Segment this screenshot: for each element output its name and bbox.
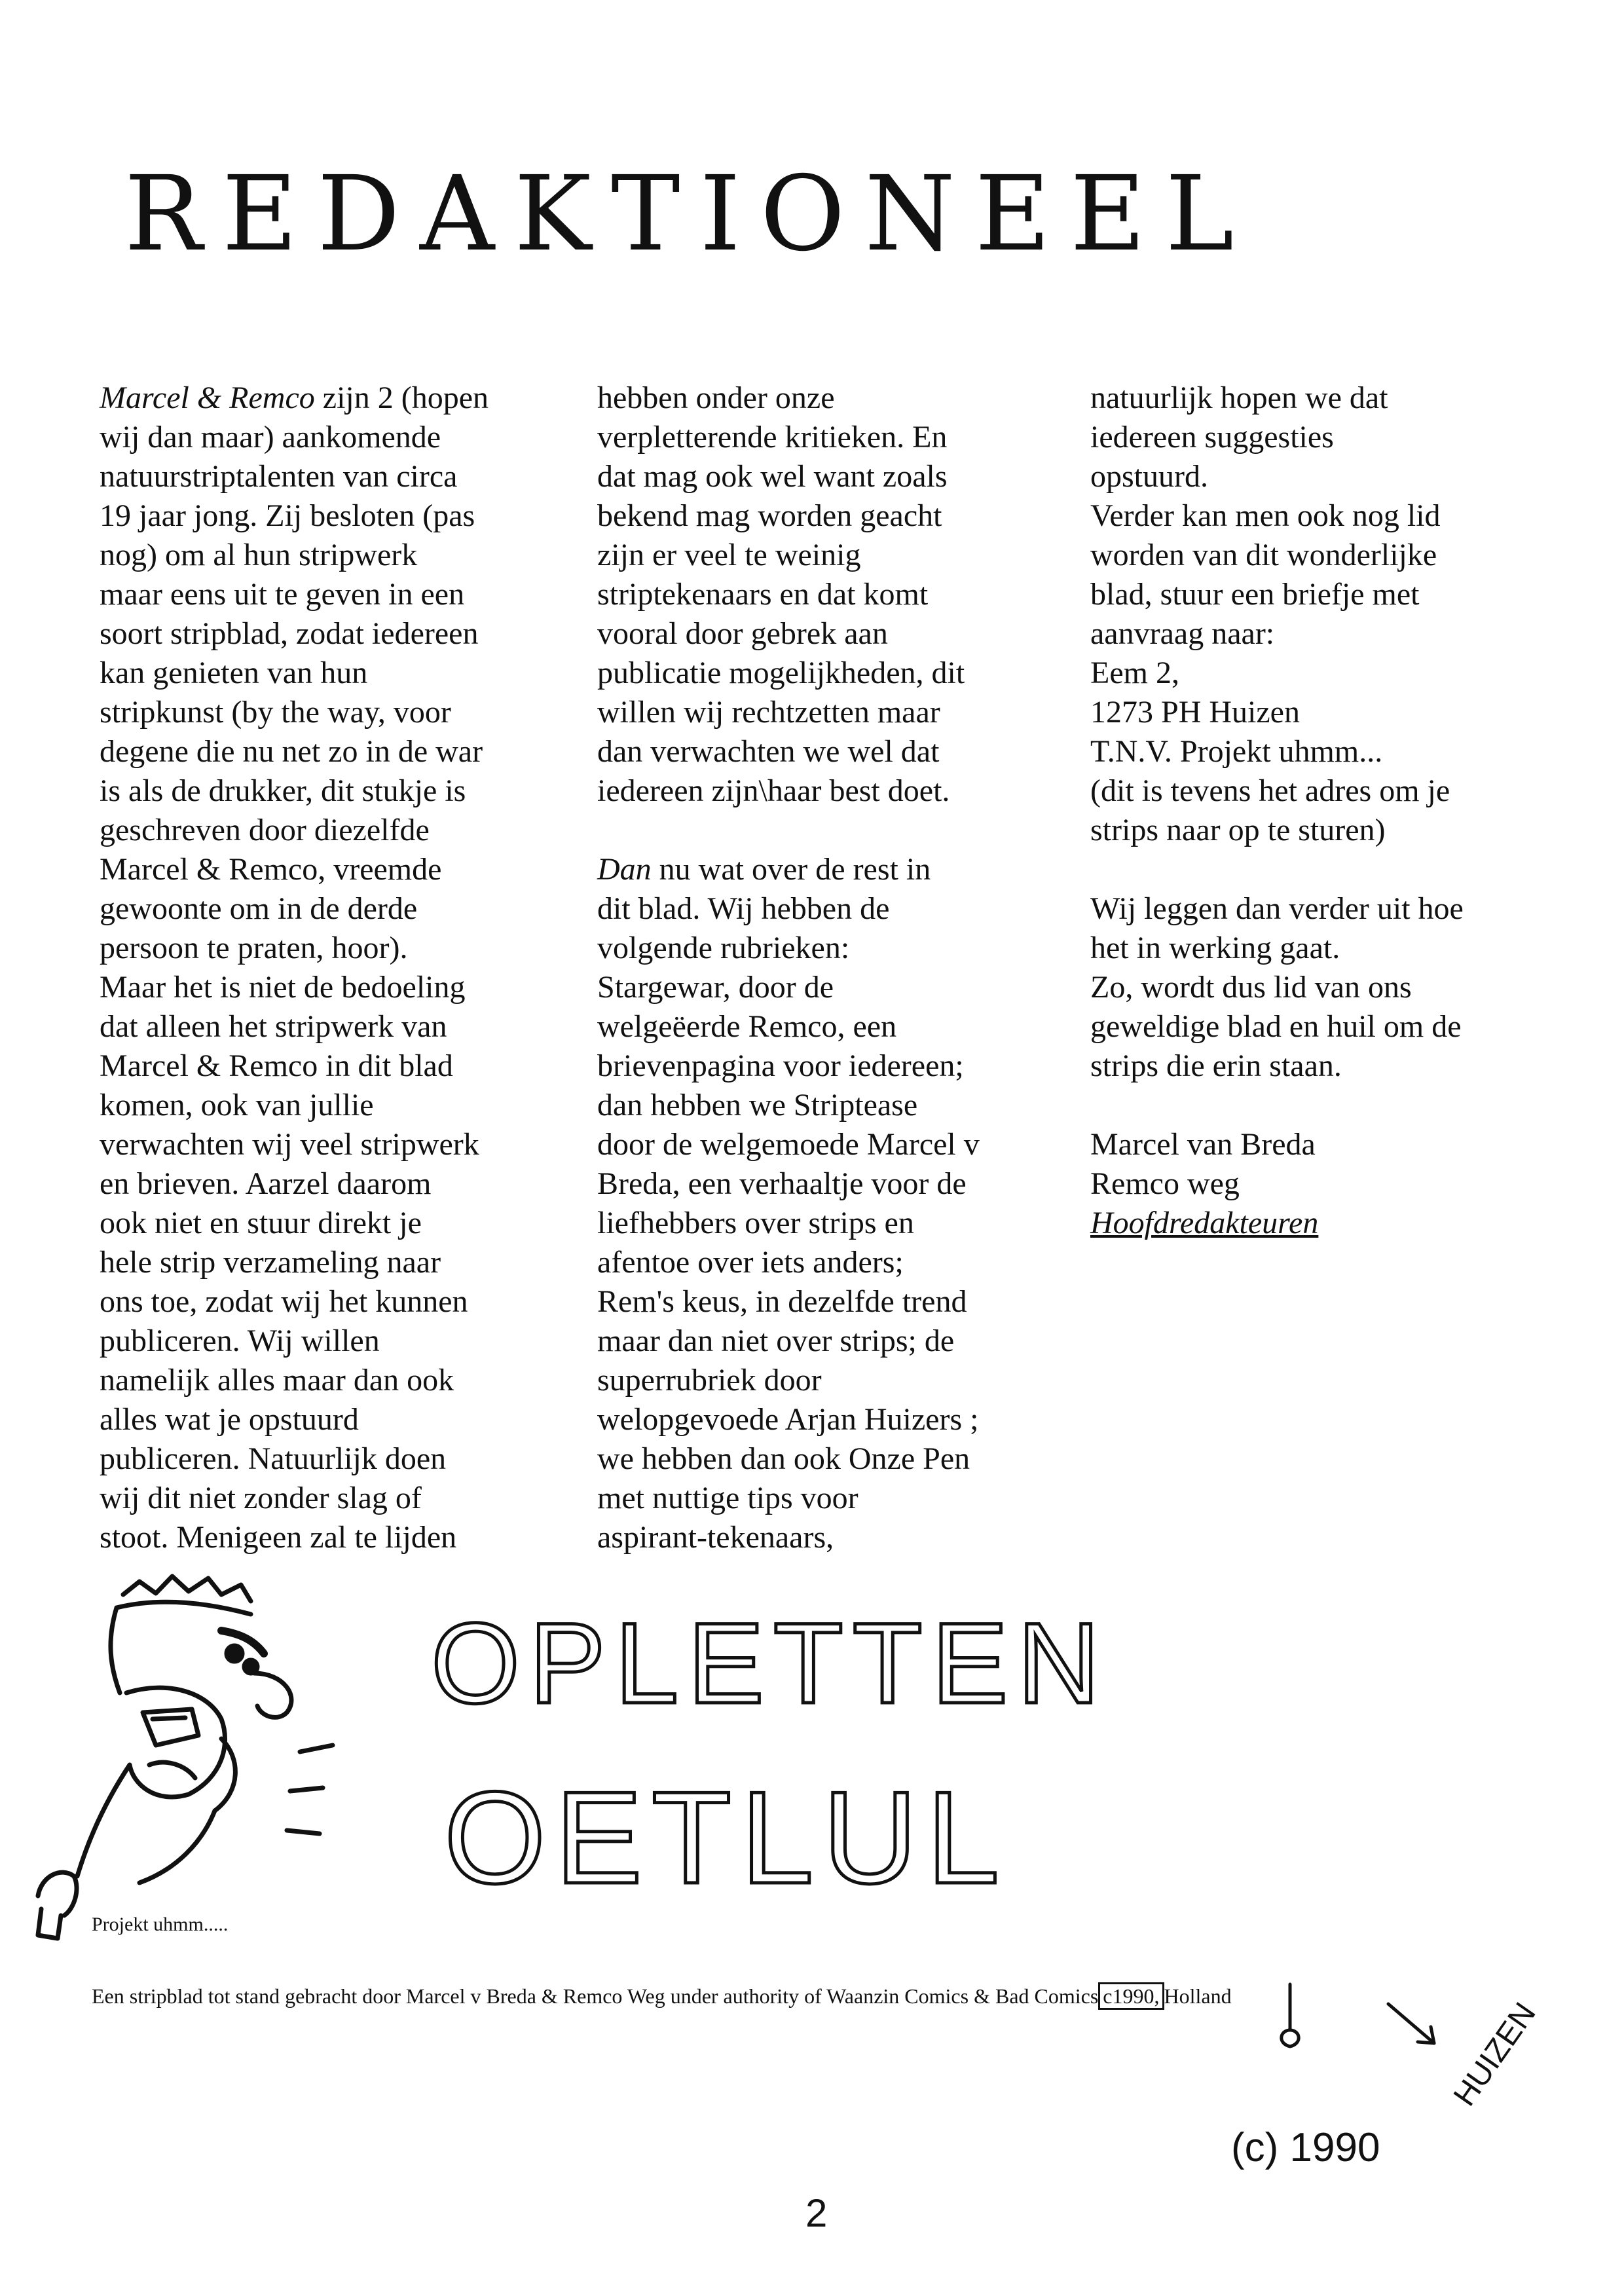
text-line: strips naar op te sturen) xyxy=(1090,813,1386,847)
text-line: hebben onder onze xyxy=(597,380,835,415)
text-line: natuurlijk hopen we dat xyxy=(1090,380,1388,415)
credits-line xyxy=(92,1984,1232,2009)
column-3 xyxy=(1090,379,1464,1243)
column-1 xyxy=(100,379,489,1557)
text-line: welgeëerde Remco, een xyxy=(597,1009,897,1044)
text-fragment: nu wat over de rest in xyxy=(651,852,931,887)
copyright-box: c1990, xyxy=(1098,1982,1164,2010)
arrow-icon xyxy=(1282,1984,1434,2046)
text-line: blad, stuur een briefje met xyxy=(1090,577,1420,612)
text-line: gewoonte om in de derde xyxy=(100,891,418,926)
text-line: Marcel & Remco, vreemde xyxy=(100,852,442,887)
text-line: Stargewar, door de xyxy=(597,970,834,1005)
cartoon-face-icon xyxy=(38,1576,333,1938)
text-line: en brieven. Aarzel daarom xyxy=(100,1166,432,1201)
text-line: T.N.V. Projekt uhmm... xyxy=(1090,734,1383,769)
text-line: hele strip verzameling naar xyxy=(100,1245,441,1280)
text-line xyxy=(100,379,489,418)
headline-line-1: OPLETTEN xyxy=(431,1600,1109,1728)
text-line: volgende rubrieken: xyxy=(597,931,850,965)
text-line: Zo, wordt dus lid van ons xyxy=(1090,970,1412,1005)
text-line: geweldige blad en huil om de xyxy=(1090,1009,1462,1044)
page-number xyxy=(796,2187,848,2240)
text-line: afentoe over iets anders; xyxy=(597,1245,904,1280)
credits-text: Een stripblad tot stand gebracht door Marcel v Breda & Remco Weg under authority of Waanzin Comics & Bad Comics xyxy=(92,1984,1099,2008)
text-line: maar eens uit te geven in een xyxy=(100,577,465,612)
text-line: dat alleen het stripwerk van xyxy=(100,1009,447,1044)
text-line: wij dit niet zonder slag of xyxy=(100,1481,422,1515)
text-line: soort stripblad, zodat iedereen xyxy=(100,616,479,651)
paragraph-gap xyxy=(597,811,980,850)
text-line: publiceren. Wij willen xyxy=(100,1324,380,1358)
text-line: welopgevoede Arjan Huizers ; xyxy=(597,1402,979,1437)
column-2 xyxy=(597,379,980,1557)
text-line: nog) om al hun stripwerk xyxy=(100,538,418,572)
text-line xyxy=(597,850,980,889)
text-line: opstuurd. xyxy=(1090,459,1208,494)
text-line: door de welgemoede Marcel v xyxy=(597,1127,980,1162)
text-line: maar dan niet over strips; de xyxy=(597,1324,955,1358)
text-line: worden van dit wonderlijke xyxy=(1090,538,1437,572)
text-line: stoot. Menigeen zal te lijden xyxy=(100,1520,457,1555)
text-line: 19 jaar jong. Zij besloten (pas xyxy=(100,498,475,533)
signature-role: Hoofdredakteuren xyxy=(1090,1206,1319,1240)
italic-phrase: Dan xyxy=(597,852,652,887)
text-line: namelijk alles maar dan ook xyxy=(100,1363,454,1398)
text-line: dat mag ook wel want zoals xyxy=(597,459,948,494)
text-line: kan genieten van hun xyxy=(100,656,368,690)
text-line: Marcel & Remco in dit blad xyxy=(100,1048,453,1083)
text-line: vooral door gebrek aan xyxy=(597,616,888,651)
text-line: publicatie mogelijkheden, dit xyxy=(597,656,965,690)
text-line: dit blad. Wij hebben de xyxy=(597,891,890,926)
headline-line-2: OETLUL xyxy=(444,1765,1009,1911)
text-line: ons toe, zodat wij het kunnen xyxy=(100,1284,468,1319)
text-line: striptekenaars en dat komt xyxy=(597,577,929,612)
text-line: persoon te praten, hoor). xyxy=(100,931,408,965)
text-line: is als de drukker, dit stukje is xyxy=(100,773,466,808)
page-number-text: 2 xyxy=(805,2191,828,2235)
text-line: met nuttige tips voor xyxy=(597,1481,858,1515)
signature-name: Marcel van Breda xyxy=(1090,1127,1316,1162)
text-line: iedereen zijn\haar best doet. xyxy=(597,773,950,808)
credits-country: Holland xyxy=(1164,1984,1232,2008)
text-line: natuurstriptalenten van circa xyxy=(100,459,458,494)
text-line: verwachten wij veel stripwerk xyxy=(100,1127,479,1162)
text-line: superrubriek door xyxy=(597,1363,822,1398)
text-line: stripkunst (by the way, voor xyxy=(100,695,451,730)
projekt-label: Projekt uhmm..... xyxy=(92,1914,229,1935)
text-line: het in werking gaat. xyxy=(1090,931,1340,965)
text-line: geschreven door diezelfde xyxy=(100,813,430,847)
text-line: (dit is tevens het adres om je xyxy=(1090,773,1450,808)
text-line: dan verwachten we wel dat xyxy=(597,734,940,769)
text-line: Rem's keus, in dezelfde trend xyxy=(597,1284,967,1319)
text-line: zijn er veel te weinig xyxy=(597,538,861,572)
text-line: Verder kan men ook nog lid xyxy=(1090,498,1441,533)
paragraph-gap xyxy=(1090,850,1464,889)
handwritten-signature: HUIZEN xyxy=(1447,1996,1543,2113)
text-line: liefhebbers over strips en xyxy=(597,1206,914,1240)
italic-phrase: Marcel & Remco xyxy=(100,380,315,415)
paragraph-gap xyxy=(1090,1086,1464,1125)
signature-name: Remco weg xyxy=(1090,1166,1240,1201)
text-line: degene die nu net zo in de war xyxy=(100,734,483,769)
handwritten-copyright xyxy=(1192,1965,1559,2174)
page-title: REDAKTIONEEL xyxy=(124,154,1254,274)
text-line: dan hebben we Striptease xyxy=(597,1088,918,1122)
text-line: Wij leggen dan verder uit hoe xyxy=(1090,891,1464,926)
text-line: ook niet en stuur direkt je xyxy=(100,1206,422,1240)
text-line: komen, ook van jullie xyxy=(100,1088,374,1122)
text-line: 1273 PH Huizen xyxy=(1090,695,1300,730)
text-line: iedereen suggesties xyxy=(1090,420,1334,454)
text-line: verpletterende kritieken. En xyxy=(597,420,948,454)
text-line: Eem 2, xyxy=(1090,656,1179,690)
text-line: Maar het is niet de bedoeling xyxy=(100,970,466,1005)
text-fragment: zijn 2 (hopen xyxy=(314,380,489,415)
text-line: publiceren. Natuurlijk doen xyxy=(100,1441,447,1476)
text-line: aanvraag naar: xyxy=(1090,616,1275,651)
text-line: wij dan maar) aankomende xyxy=(100,420,441,454)
handwritten-year: (c) 1990 xyxy=(1231,2125,1380,2170)
text-line: strips die erin staan. xyxy=(1090,1048,1342,1083)
text-line: aspirant-tekenaars, xyxy=(597,1520,834,1555)
handwritten-headline xyxy=(431,1600,1109,1911)
text-line: bekend mag worden geacht xyxy=(597,498,942,533)
text-line: Breda, een verhaaltje voor de xyxy=(597,1166,967,1201)
text-line: we hebben dan ook Onze Pen xyxy=(597,1441,970,1476)
text-line: willen wij rechtzetten maar xyxy=(597,695,940,730)
text-line: brievenpagina voor iedereen; xyxy=(597,1048,964,1083)
text-line: alles wat je opstuurd xyxy=(100,1402,359,1437)
